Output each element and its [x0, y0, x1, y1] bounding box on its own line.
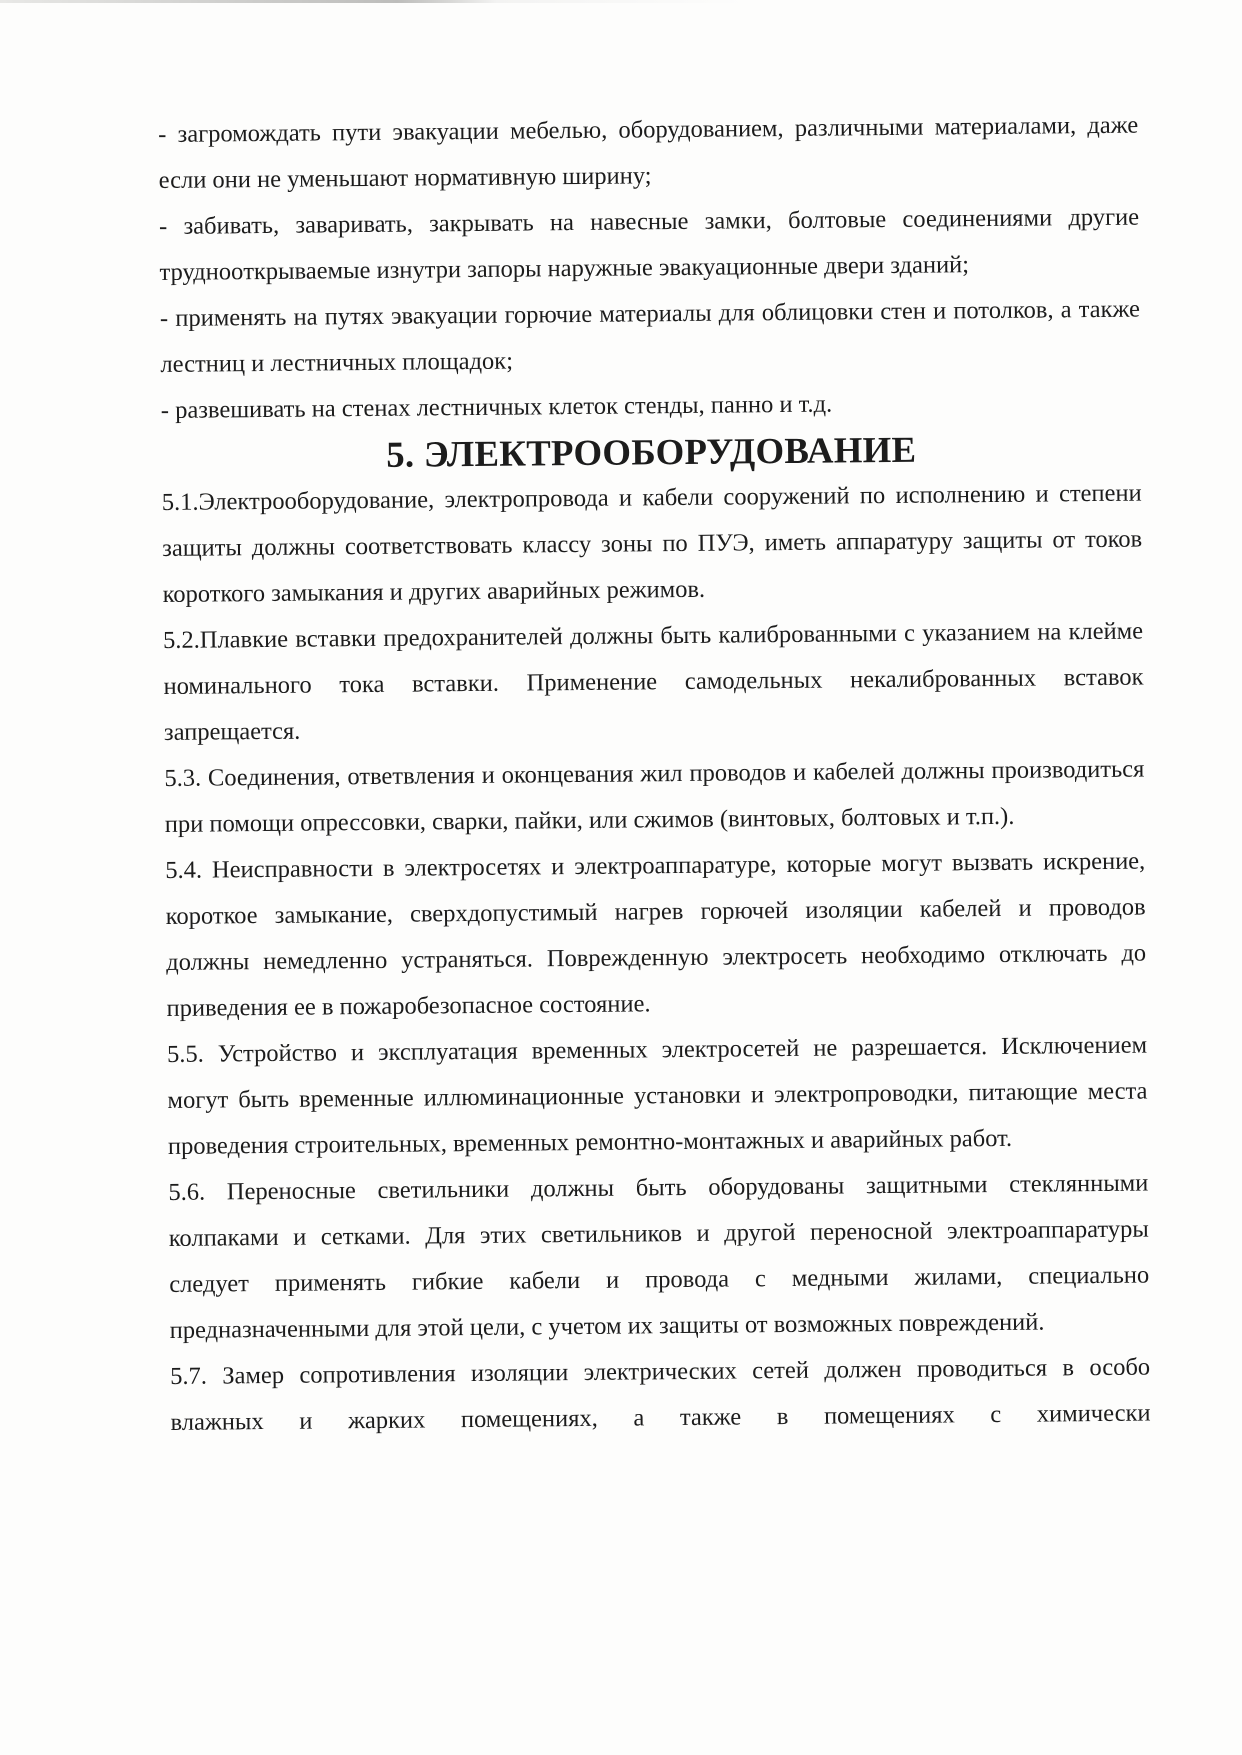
- paragraph-5-1: 5.1.Электрооборудование, электропровода и кабели сооружений по исполнению и степени защиты должны соответствовать классу зоны по ПУЭ, иметь аппаратуру защиты от токов короткого замыкания и других аварийных режимов.: [161, 479, 1143, 608]
- paragraph-5-6: 5.6. Переносные светильники должны быть оборудованы защитными стеклянными колпаками и сетками. Для этих светильников и другой переносной электроаппаратуры следует применять гибкие кабели и провода с медными жилами, специально предназначенными для этой цели, с учетом их защиты от возможных повреждений.: [168, 1169, 1150, 1344]
- paragraph-5-7: 5.7. Замер сопротивления изоляции электрических сетей должен проводиться в особо влажных и жарких помещениях, а также в помещениях с химически: [170, 1353, 1151, 1436]
- list-item: - забивать, заваривать, закрывать на навесные замки, болтовые соединениями другие трудноoткрываемые изнутри запоры наружные эвакуационные двери зданий;: [158, 203, 1140, 286]
- paragraph-5-4: 5.4. Неисправности в электросетях и электроаппаратуре, которые могут вызвать искрение, короткое замыкание, сверхдопустимый нагрев горючей изоляции кабелей и проводов должны немедленно устраняться. Поврежденную электросеть необходимо отключать до приведения ее в пожаробезопасное состояние.: [165, 847, 1147, 1022]
- paragraph-5-3: 5.3. Соединения, ответвления и оконцевания жил проводов и кабелей должны производиться при помощи опрессовки, сварки, пайки, или сжимов (винтовых, болтовых и т.п.).: [164, 755, 1145, 838]
- section-heading: 5. ЭЛЕКТРООБОРУДОВАНИЕ: [386, 428, 917, 475]
- paragraph-5-2: 5.2.Плавкие вставки предохранителей должны быть калиброванными с указанием на клейме номинального тока вставки. Применение самодельных некалиброванных вставок запрещается.: [162, 617, 1144, 746]
- list-item: - загромождать пути эвакуации мебелью, оборудованием, различными материалами, даже если они не уменьшают нормативную ширину;: [158, 111, 1139, 194]
- list-item: - применять на путях эвакуации горючие материалы для облицовки стен и потолков, а также лестниц и лестничных площадок;: [159, 295, 1141, 378]
- scan-edge-shadow: [0, 0, 1242, 3]
- paragraph-5-5: 5.5. Устройство и эксплуатация временных электросетей не разрешается. Исключением могут быть временные иллюминационные установки и электропроводки, питающие места проведения строительных, временных ремонтно-монтажных и аварийных работ.: [166, 1031, 1148, 1160]
- list-item: - развешивать на стенах лестничных клеток стенды, панно и т.д.: [160, 390, 833, 424]
- document-body: [158, 103, 1151, 1446]
